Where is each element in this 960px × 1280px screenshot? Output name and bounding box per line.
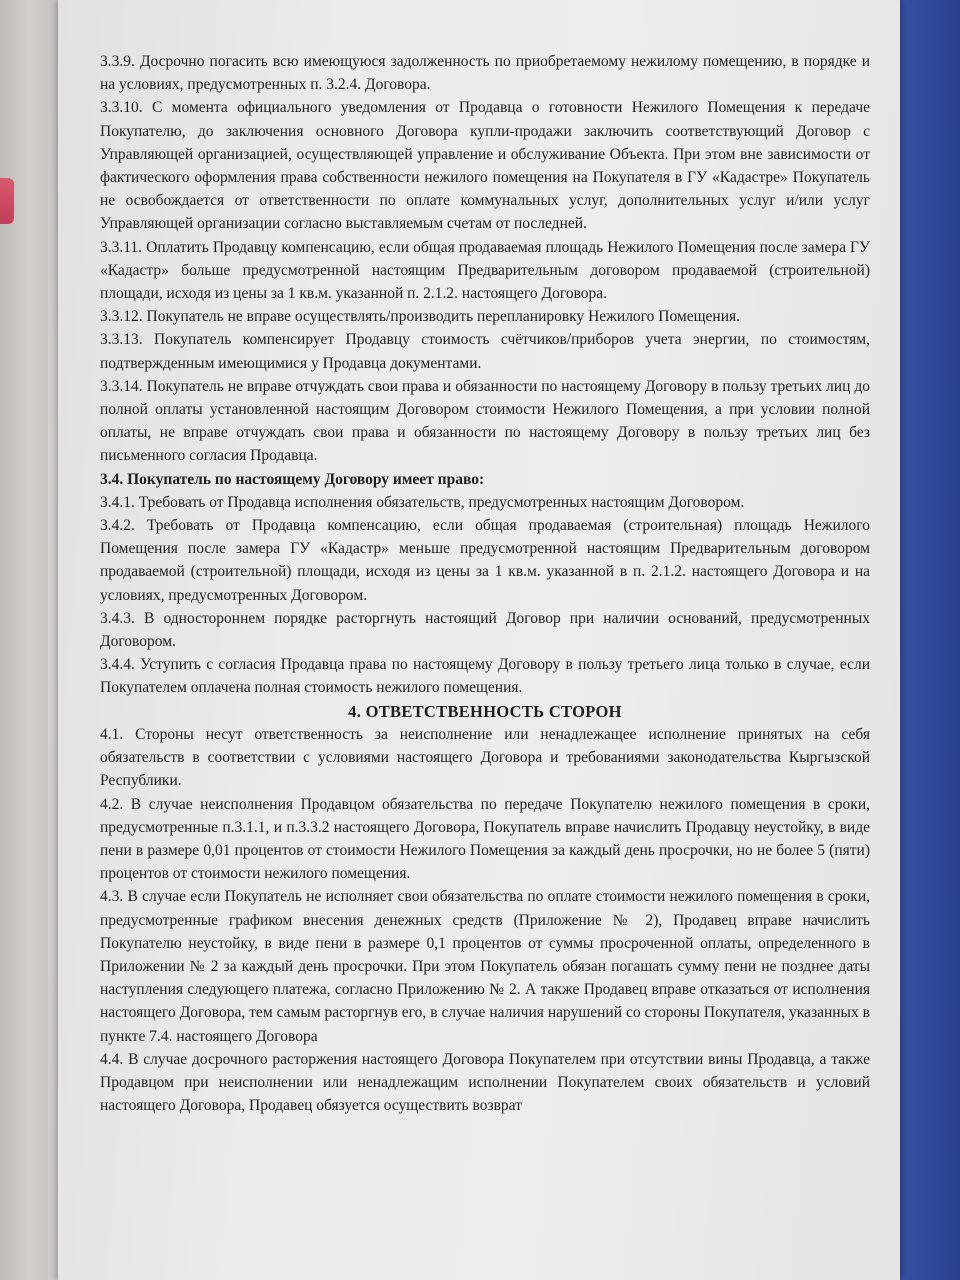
clause-3-3-14: 3.3.14. Покупатель не вправе отчуждать свои права и обязанности по настоящему Договору в пользу третьих лиц до полной оплаты установленной настоящим Договором стоимости Нежилого Помещения, а при условии полной оплаты, не вправе отчуждать свои права и обязанности по настоящему Договору в пользу третьих лиц без письменного согласия Продавца.	[100, 377, 870, 465]
clause-4-1: 4.1. Стороны несут ответственность за неисполнение или ненадлежащее исполнение принятых на себя обязательств в соответствии с условиями настоящего Договора и требованиями законодательства Кыргызской Республики.	[100, 725, 870, 790]
clause-3-3-9: 3.3.9. Досрочно погасить всю имеющуюся задолженность по приобретаемому нежилому помещению, в порядке и на условиях, предусмотренных п. 3.2.4. Договора.	[100, 53, 870, 94]
document-text	[100, 50, 870, 1117]
clause-3-3-12: 3.3.12. Покупатель не вправе осуществлять/производить перепланировку Нежилого Помещения.	[100, 308, 741, 326]
clause-3-4-1: 3.4.1. Требовать от Продавца исполнения обязательств, предусмотренных настоящим Договором.	[100, 493, 745, 511]
clause-4-3: 4.3. В случае если Покупатель не исполняет свои обязательства по оплате стоимости нежилого помещения в сроки, предусмотренные графиком внесения денежных средств (Приложение № 2), Продавец вправе начислить Покупателю неустойку, в виде пени в размере 0,1 процентов от суммы просроченной оплаты, определенного в Приложении № 2 за каждый день просрочки. При этом Покупатель обязан погашать сумму пени не позднее даты наступления следующего платежа, согласно Приложению № 2. А также Продавец вправе отказаться от исполнения настоящего Договора, тем самым расторгнув его, в случае наличия нарушений со стороны Покупателя, указанных в пункте 7.4. настоящего Договора	[100, 888, 870, 1045]
clause-4-2: 4.2. В случае неисполнения Продавцом обязательства по передаче Покупателю нежилого помещения в сроки, предусмотренные п.3.1.1, и п.3.3.2 настоящего Договора, Покупатель вправе начислить Продавцу неустойку, в виде пени в размере 0,01 процентов от стоимости Нежилого Помещения за каждый день просрочки, но не более 5 (пяти) процентов от стоимости нежилого помещения.	[100, 795, 870, 883]
clause-3-3-11: 3.3.11. Оплатить Продавцу компенсацию, если общая продаваемая площадь Нежилого Помещения после замера ГУ «Кадастр» больше предусмотренной настоящим Предварительным договором продаваемой (строительной) площади, исходя из цены за 1 кв.м. указанной п. 2.1.2. настоящего Договора.	[100, 238, 870, 303]
red-pen-mark	[0, 178, 14, 224]
clause-3-4-3: 3.4.3. В одностороннем порядке расторгнуть настоящий Договор при наличии оснований, предусмотренных Договором.	[100, 609, 870, 651]
clause-3-3-10: 3.3.10. С момента официального уведомления от Продавца о готовности Нежилого Помещения к передаче Покупателю, до заключения основного Договора купли-продажи заключить соответствующий Договор с Управляющей организацией, осуществляющей управление и обслуживание Объекта. При этом вне зависимости от фактического оформления права собственности нежилого помещения на Покупателя в ГУ «Кадастре» Покупатель не освобождается от ответственности по оплате коммунальных услуг, дополнительных услуг и/или услуг Управляющей организации согласно выставляемым счетам от последней.	[100, 99, 870, 233]
section-4-title: 4. ОТВЕТСТВЕННОСТЬ СТОРОН	[348, 701, 622, 721]
clause-3-4-4: 3.4.4. Уступить с согласия Продавца права по настоящему Договору в пользу третьего лица только в случае, если Покупателем оплачена полная стоимость нежилого помещения.	[100, 656, 870, 697]
blue-background	[890, 0, 960, 1280]
clause-3-3-13: 3.3.13. Покупатель компенсирует Продавцу стоимость счётчиков/приборов учета энергии, по стоимостям, подтвержденным имеющимися у Продавца документами.	[100, 331, 870, 372]
clause-3-4-2: 3.4.2. Требовать от Продавца компенсацию, если общая продаваемая (строительная) площадь Нежилого Помещения после замера ГУ «Кадастр» меньше предусмотренной настоящим Предварительным договором продаваемой (строительной) площади, исходя из цены за 1 кв.м. указанной в п. 2.1.2. настоящего Договора и на условиях, предусмотренных Договором.	[100, 517, 870, 604]
clause-4-4: 4.4. В случае досрочного расторжения настоящего Договора Покупателем при отсутствии вины Продавца, а также Продавцом при неисполнении или ненадлежащим исполнении Покупателем своих обязательств и условий настоящего Договора, Продавец обязуется осуществить возврат	[100, 1050, 870, 1115]
heading-3-4: 3.4. Покупатель по настоящему Договору имеет право:	[100, 470, 485, 488]
document-page	[58, 0, 900, 1280]
